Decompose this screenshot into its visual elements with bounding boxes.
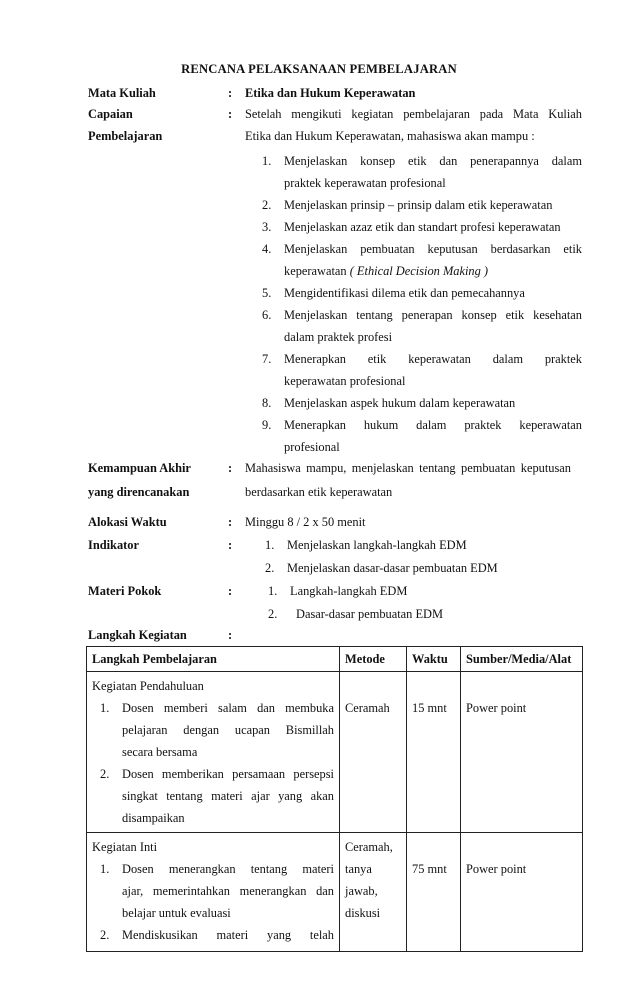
table-header-row xyxy=(87,647,583,672)
item-number: 2. xyxy=(262,198,272,212)
metode-text: Ceramah xyxy=(345,701,390,715)
metode-text: Ceramah, xyxy=(345,840,393,854)
table-row xyxy=(87,672,583,833)
item-number: 6. xyxy=(262,308,272,322)
waktu-cell: 15 mnt xyxy=(407,672,461,833)
header-sumber: Sumber/Media/Alat xyxy=(461,647,583,672)
item-text: singkat tentang materi ajar yang akan xyxy=(122,789,334,803)
steps-list xyxy=(92,858,334,946)
item-text-continued: praktek keperawatan profesional xyxy=(284,176,446,190)
header-metode: Metode xyxy=(340,647,407,672)
capaian-intro-line-1: Setelah mengikuti kegiatan pembelajaran pada Mata Kuliah xyxy=(245,107,582,121)
item-text-continued: dalam praktek profesi xyxy=(284,330,393,344)
item-number: 5. xyxy=(262,286,272,300)
item-number: 2. xyxy=(100,767,110,781)
item-text: Menjelaskan tentang penerapan konsep etik kesehatan xyxy=(284,308,582,322)
document-title: RENCANA PELAKSANAAN PEMBELAJARAN xyxy=(181,62,457,76)
materi-colon: : xyxy=(228,584,233,598)
sumber-cell: Power point xyxy=(461,672,583,833)
capaian-colon: : xyxy=(228,107,233,121)
alokasi-label: Alokasi Waktu xyxy=(88,515,167,529)
list-item xyxy=(92,924,334,946)
item-number: 2. xyxy=(268,607,278,621)
item-number: 2. xyxy=(100,928,110,942)
mata-kuliah-label: Mata Kuliah xyxy=(88,86,156,100)
list-item xyxy=(265,534,498,557)
list-item xyxy=(262,238,582,282)
item-text-plain: keperawatan xyxy=(284,264,350,278)
header-langkah: Langkah Pembelajaran xyxy=(87,647,340,672)
langkah-label: Langkah Kegiatan xyxy=(88,628,187,642)
metode-cell xyxy=(340,672,407,833)
capaian-outcomes-list xyxy=(262,150,582,458)
kemampuan-colon: : xyxy=(228,461,233,475)
item-text: Dosen memberi salam dan membuka xyxy=(122,701,334,715)
item-text: pelajaran dengan ucapan Bismillah xyxy=(122,723,334,737)
item-text: Menjelaskan prinsip – prinsip dalam etik keperawatan xyxy=(284,198,553,212)
item-text-continued xyxy=(284,260,582,282)
item-text-italic: ( Ethical Decision Making ) xyxy=(349,264,489,278)
list-item xyxy=(92,763,334,829)
item-number: 1. xyxy=(265,538,275,552)
item-number: 1. xyxy=(268,584,278,598)
item-text: Menjelaskan azaz etik dan standart profesi keperawatan xyxy=(284,220,561,234)
activities-table xyxy=(86,646,583,952)
materi-label: Materi Pokok xyxy=(88,584,162,598)
item-text: Menjelaskan langkah-langkah EDM xyxy=(287,538,467,552)
item-text: Menjelaskan dasar-dasar pembuatan EDM xyxy=(287,561,498,575)
item-text: Dasar-dasar pembuatan EDM xyxy=(296,607,444,621)
item-text: Menerapkan hukum dalam praktek keperawatan xyxy=(284,418,582,432)
item-text: Dosen memberikan persamaan persepsi xyxy=(122,767,334,781)
item-text: disampaikan xyxy=(122,811,185,825)
item-text: ajar, memerintahkan menerangkan dan xyxy=(122,884,334,898)
item-number: 2. xyxy=(265,561,275,575)
list-item xyxy=(262,194,582,216)
mata-kuliah-value: Etika dan Hukum Keperawatan xyxy=(245,86,416,100)
capaian-label-2: Pembelajaran xyxy=(88,129,163,143)
item-text: secara bersama xyxy=(122,745,198,759)
langkah-cell xyxy=(87,672,340,833)
sumber-cell: Power point xyxy=(461,833,583,952)
item-text: Menjelaskan aspek hukum dalam keperawatan xyxy=(284,396,516,410)
item-text: Mengidentifikasi dilema etik dan pemecahannya xyxy=(284,286,525,300)
item-number: 7. xyxy=(262,352,272,366)
metode-cell xyxy=(340,833,407,952)
kemampuan-label-1: Kemampuan Akhir xyxy=(88,461,191,475)
phase-title: Kegiatan Inti xyxy=(92,840,158,854)
kemampuan-value-line-2: berdasarkan etik keperawatan xyxy=(245,485,393,499)
mata-kuliah-colon: : xyxy=(228,86,233,100)
item-number: 1. xyxy=(262,154,272,168)
list-item xyxy=(262,414,582,458)
item-text-continued: profesional xyxy=(284,440,340,454)
metode-text: jawab, xyxy=(345,884,378,898)
item-number: 1. xyxy=(100,701,110,715)
list-item xyxy=(262,348,582,392)
alokasi-colon: : xyxy=(228,515,233,529)
alokasi-value: Minggu 8 / 2 x 50 menit xyxy=(245,515,366,529)
item-text: Menjelaskan pembuatan keputusan berdasarkan etik xyxy=(284,242,582,256)
phase-title: Kegiatan Pendahuluan xyxy=(92,679,204,693)
kemampuan-value-line-1: Mahasiswa mampu, menjelaskan tentang pembuatan keputusan xyxy=(245,461,571,475)
list-item xyxy=(262,282,582,304)
list-item xyxy=(262,216,582,238)
list-item xyxy=(268,603,443,626)
item-text: Dosen menerangkan tentang materi xyxy=(122,862,334,876)
table-row xyxy=(87,833,583,952)
materi-list xyxy=(268,580,443,626)
list-item xyxy=(268,580,443,603)
list-item xyxy=(265,557,498,580)
item-text: Menjelaskan konsep etik dan penerapannya dalam xyxy=(284,154,582,168)
header-waktu: Waktu xyxy=(407,647,461,672)
indikator-label: Indikator xyxy=(88,538,139,552)
waktu-cell: 75 mnt xyxy=(407,833,461,952)
item-text: Mendiskusikan materi yang telah xyxy=(122,928,334,942)
item-number: 9. xyxy=(262,418,272,432)
indikator-colon: : xyxy=(228,538,233,552)
item-number: 3. xyxy=(262,220,272,234)
item-number: 1. xyxy=(100,862,110,876)
item-number: 8. xyxy=(262,396,272,410)
metode-text: diskusi xyxy=(345,906,381,920)
list-item xyxy=(92,697,334,763)
item-text-continued: keperawatan profesional xyxy=(284,374,406,388)
kemampuan-label-2: yang direncanakan xyxy=(88,485,190,499)
langkah-colon: : xyxy=(228,628,233,642)
list-item xyxy=(262,304,582,348)
capaian-label-1: Capaian xyxy=(88,107,133,121)
item-text: belajar untuk evaluasi xyxy=(122,906,231,920)
list-item xyxy=(262,392,582,414)
indikator-list xyxy=(265,534,498,580)
langkah-cell xyxy=(87,833,340,952)
item-text: Langkah-langkah EDM xyxy=(290,584,408,598)
item-text: Menerapkan etik keperawatan dalam praktek xyxy=(284,352,582,366)
list-item xyxy=(262,150,582,194)
metode-text: tanya xyxy=(345,862,372,876)
list-item xyxy=(92,858,334,924)
item-number: 4. xyxy=(262,242,272,256)
capaian-intro-line-2: Etika dan Hukum Keperawatan, mahasiswa akan mampu : xyxy=(245,129,535,143)
steps-list xyxy=(92,697,334,829)
